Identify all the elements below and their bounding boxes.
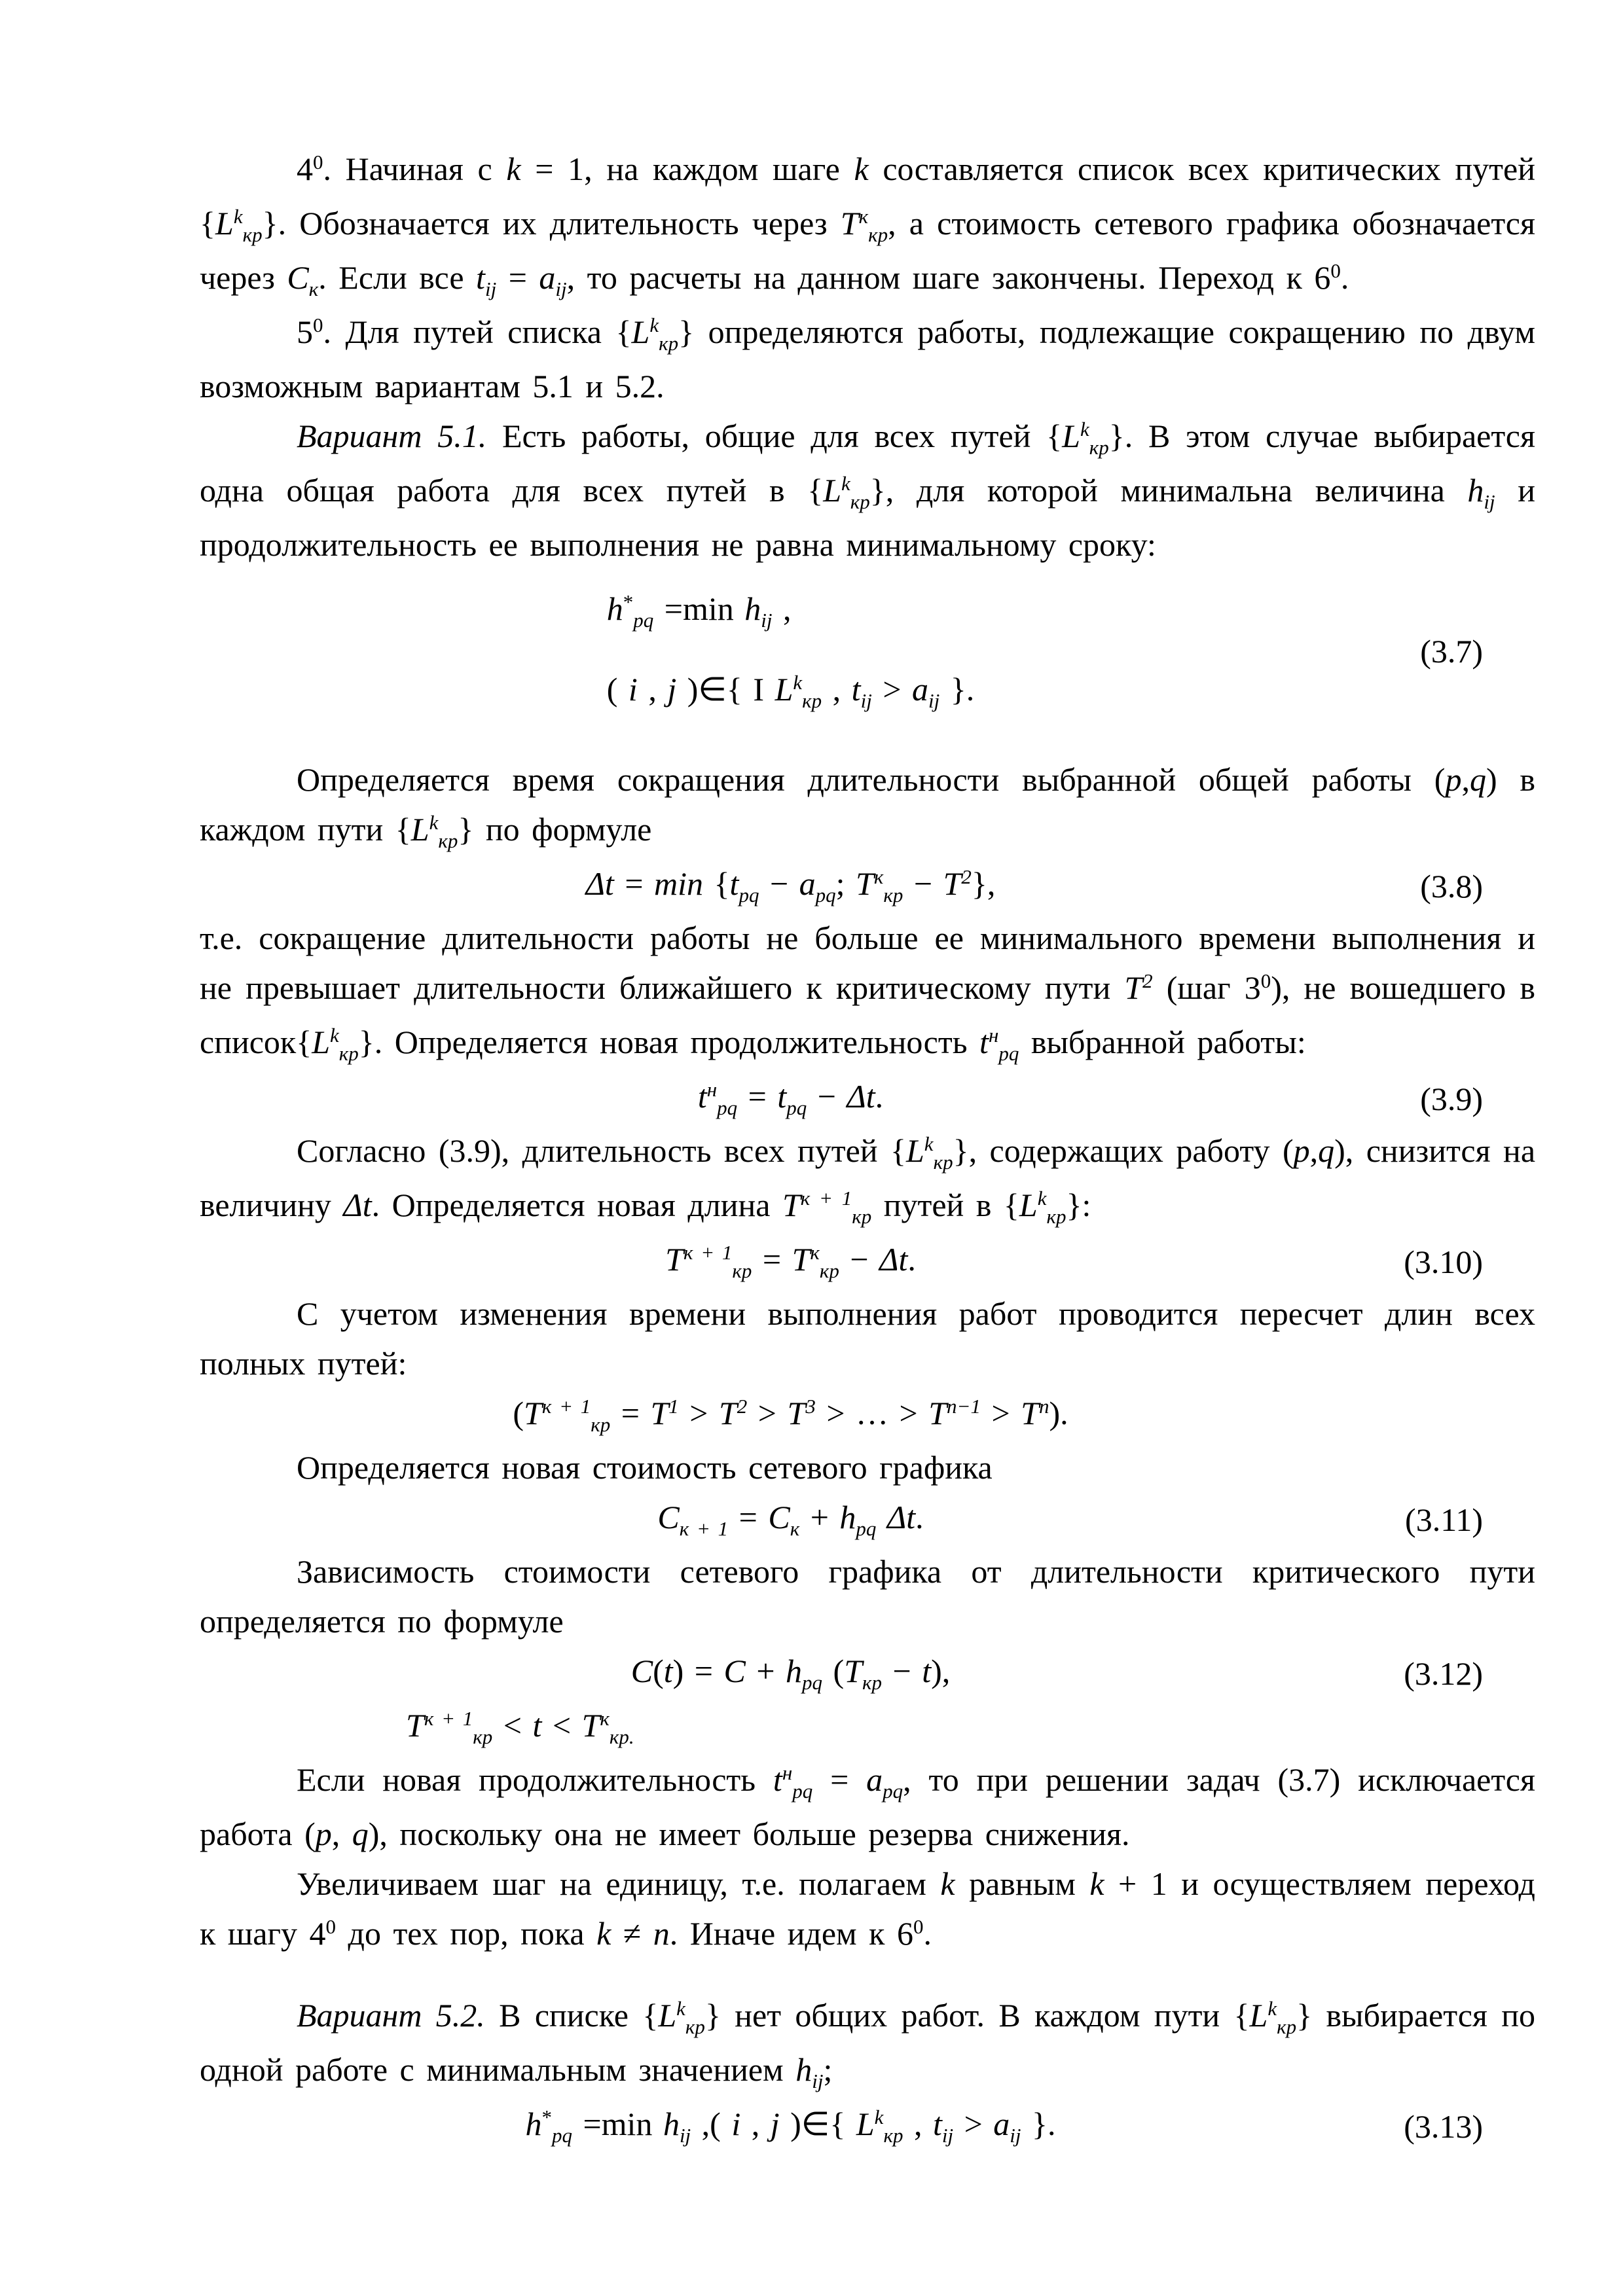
paragraph-variant-5-2: Вариант 5.2. В списке $\{L^k_{кр}\}$ нет общих работ. В каждом пути $\{L^k_{кр}\}$ выбирается по одной работе с минимальным значением $h_{ij}$; — [200, 1996, 1535, 2092]
formula-3-7 — [200, 584, 1535, 719]
paragraph-step-5: $5^0$. Для путей списка $\{L^k_{кр}\}$ определяются работы, подлежащие сокращению по двум возможным вариантам 5.1 и 5.2. — [200, 313, 1536, 404]
formula-3-7-body — [200, 584, 1381, 719]
formula-3-11 — [200, 1492, 1535, 1547]
formula-3-9 — [200, 1071, 1535, 1126]
formula-3-7-line-2: ( i , j )∈{ I $L^k_{кр}$ , $t_{ij} > a_{ij}$ }. — [606, 670, 975, 712]
paragraph-step-4: $4^0$. Начиная с k = 1, на каждом шаге k составляется список всех критических путей $\{L^k_{кр}\}$. Обозначается их длительность через $T^к_{кр}$, а стоимость сетевого графика обозначается через $C_к$. Если все $t_{ij} = a_{ij}$, то расчеты на данном шаге закончены. Переход к $6^0$. — [200, 150, 1535, 300]
formula-path-series-body: ($T^{к + 1}_{кр} = T^1 > T^2 > T^3$ > … > $T^{n-1} > T^n$). — [513, 1394, 1068, 1436]
formula-3-13-label: (3.13) — [1404, 2108, 1483, 2145]
paragraph-variant-5-1: Вариант 5.1. Есть работы, общие для всех путей $\{L^k_{кр}\}$. В этом случае выбирается одна общая работа для всех путей в $\{L^k_{кр}\}$, для которой минимальна величина $h_{ij}$ и продолжительность ее выполнения не равна минимальному сроку: — [200, 417, 1535, 563]
paragraph-uchetom: С учетом изменения времени выполнения работ проводится пересчет длин всех полных путей: — [200, 1295, 1535, 1382]
paragraph-esli: Если новая продолжительность $t^н_{pq} = a_{pq}$, то при решении задач (3.7) исключается работа (p, q), поскольку она не имеет больше резерва снижения. — [200, 1761, 1536, 1852]
formula-3-13-body: $h^*_{pq} =\min$ $h_{ij}$ ,( i , j )∈{ $L^k_{кр}$ , $t_{ij} > a_{ij}$ }. — [525, 2105, 1056, 2147]
formula-3-11-label: (3.11) — [1405, 1501, 1483, 1538]
formula-3-8-body: $\Delta t = \min \{t_{pq} - a_{pq}$; $T^к_{кр} - T^2$}, — [585, 865, 996, 906]
formula-3-7-line-1: $h^*_{pq} =\min$ $h_{ij}$ , — [606, 590, 792, 632]
paragraph-uvelichivaem: Увеличиваем шаг на единицу, т.е. полагаем k равным k + 1 и осуществляем переход к шагу $4^0$ до тех пор, пока k ≠ n. Иначе идем к $6^0$. — [200, 1865, 1535, 1952]
paragraph-new-cost: Определяется новая стоимость сетевого графика — [297, 1449, 993, 1486]
paragraph-soglasno: Согласно (3.9), длительность всех путей $\{L^k_{кр}\}$, содержащих работу (p,q), снизится на величину Δt. Определяется новая длина $T^{к + 1}_{кр}$ путей в $\{L^k_{кр}\}$: — [200, 1132, 1536, 1228]
formula-3-9-body: $t^н_{pq} = t_{pq} - \Delta t$. — [697, 1077, 884, 1119]
formula-3-8-label: (3.8) — [1420, 867, 1483, 905]
paragraph-time-reduction: Определяется время сокращения длительности выбранной общей работы (p,q) в каждом пути $\{L^k_{кр}\}$ по формуле — [200, 761, 1535, 852]
formula-3-8 — [200, 859, 1535, 913]
formula-3-12-condition-line: $T^{к + 1}_{кр} < t < T^к_{кр.}$ — [406, 1706, 634, 1748]
formula-3-9-label: (3.9) — [1420, 1080, 1483, 1117]
formula-3-11-body: $C_{к + 1} = C_к + h_{pq}$ Δt. — [657, 1499, 924, 1540]
formula-path-series — [200, 1388, 1535, 1443]
formula-3-10 — [200, 1234, 1535, 1289]
paragraph-zavisimost: Зависимость стоимости сетевого графика от длительности критического пути определяется по формуле — [200, 1553, 1535, 1640]
formula-3-12-label: (3.12) — [1404, 1655, 1483, 1692]
paragraph-ie-explanation: т.е. сокращение длительности работы не больше ее минимального времени выполнения и не превышает длительности ближайшего к критическому пути $T^2$ (шаг $3^0$), не вошедшего в $список\{L^k_{кр}\}$. Определяется новая продолжительность $t^н_{pq}$ выбранной работы: — [200, 920, 1535, 1065]
formula-3-13 — [200, 2099, 1535, 2153]
formula-3-12 — [200, 1646, 1535, 1700]
formula-3-10-label: (3.10) — [1404, 1243, 1483, 1280]
formula-3-12-body: $C(t) = C + h_{pq}$ $(T_{кр} - t)$, — [630, 1653, 951, 1694]
formula-3-10-body: $T^{к + 1}_{кр} = T^к_{кр} - \Delta t$. — [665, 1240, 916, 1282]
formula-3-7-label: (3.7) — [1420, 633, 1483, 670]
